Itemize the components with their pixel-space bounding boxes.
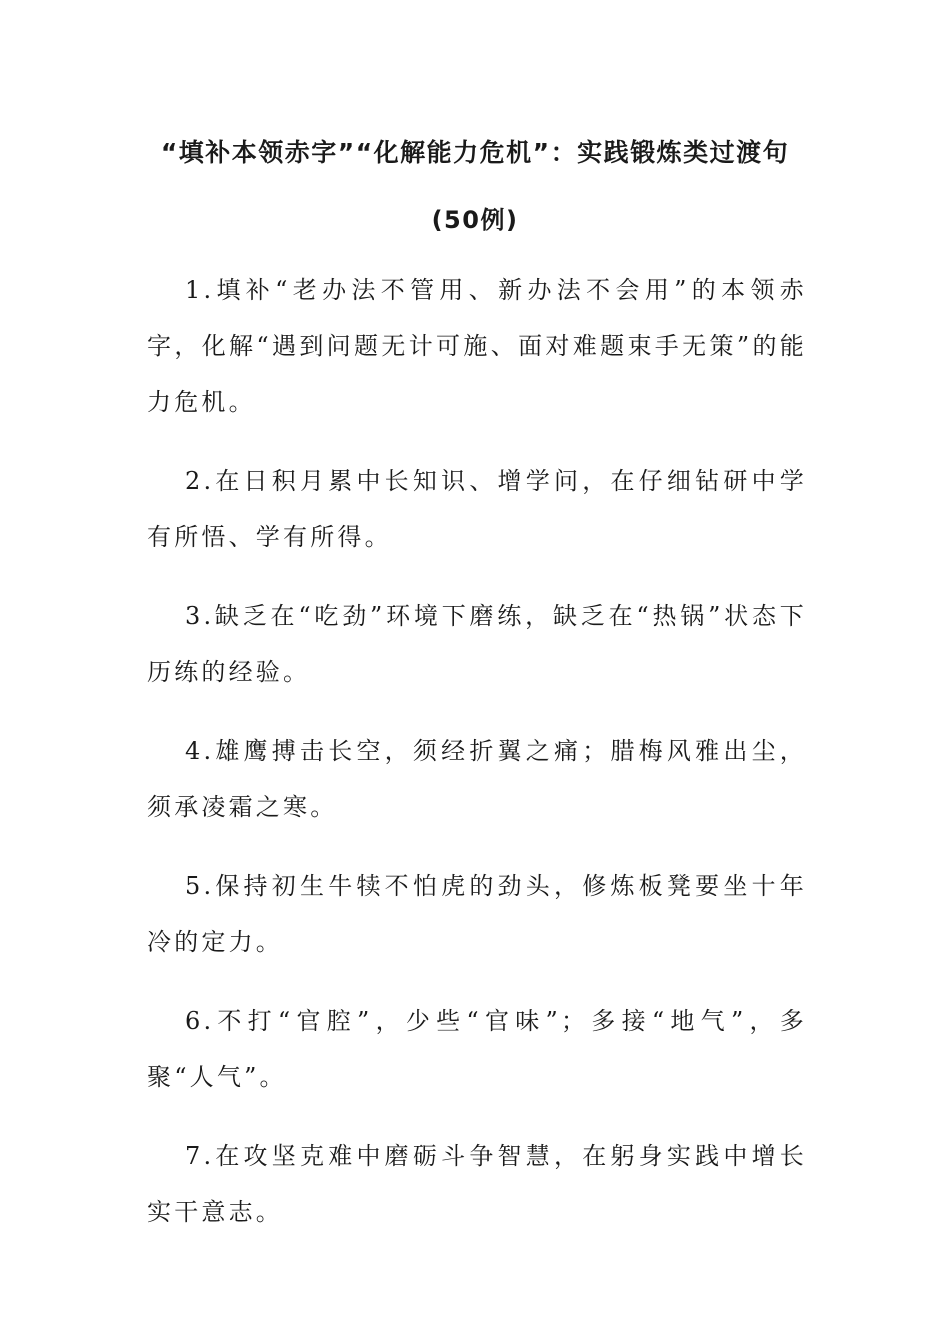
document-body <box>147 262 807 1263</box>
paragraph-7: 7.在攻坚克难中磨砺斗争智慧，在躬身实践中增长实干意志。 <box>147 1142 807 1226</box>
paragraph-5: 5.保持初生牛犊不怕虎的劲头，修炼板凳要坐十年冷的定力。 <box>147 872 807 956</box>
paragraph-1: 1.填补“老办法不管用、新办法不会用”的本领赤字，化解“遇到问题无计可施、面对难题束手无策”的能力危机。 <box>147 276 807 416</box>
paragraph-4: 4.雄鹰搏击长空，须经折翼之痛；腊梅风雅出尘，须承凌霜之寒。 <box>147 737 807 821</box>
paragraph-2: 2.在日积月累中长知识、增学问，在仔细钻研中学有所悟、学有所得。 <box>147 467 807 551</box>
paragraph-6: 6.不打“官腔”，少些“官味”；多接“地气”，多聚“人气”。 <box>147 1007 807 1091</box>
document-title: “填补本领赤字”“化解能力危机”：实践锻炼类过渡句 <box>160 138 790 167</box>
paragraph-3: 3.缺乏在“吃劲”环境下磨练，缺乏在“热锅”状态下历练的经验。 <box>147 602 807 686</box>
document-subtitle: (50例) <box>431 206 519 234</box>
